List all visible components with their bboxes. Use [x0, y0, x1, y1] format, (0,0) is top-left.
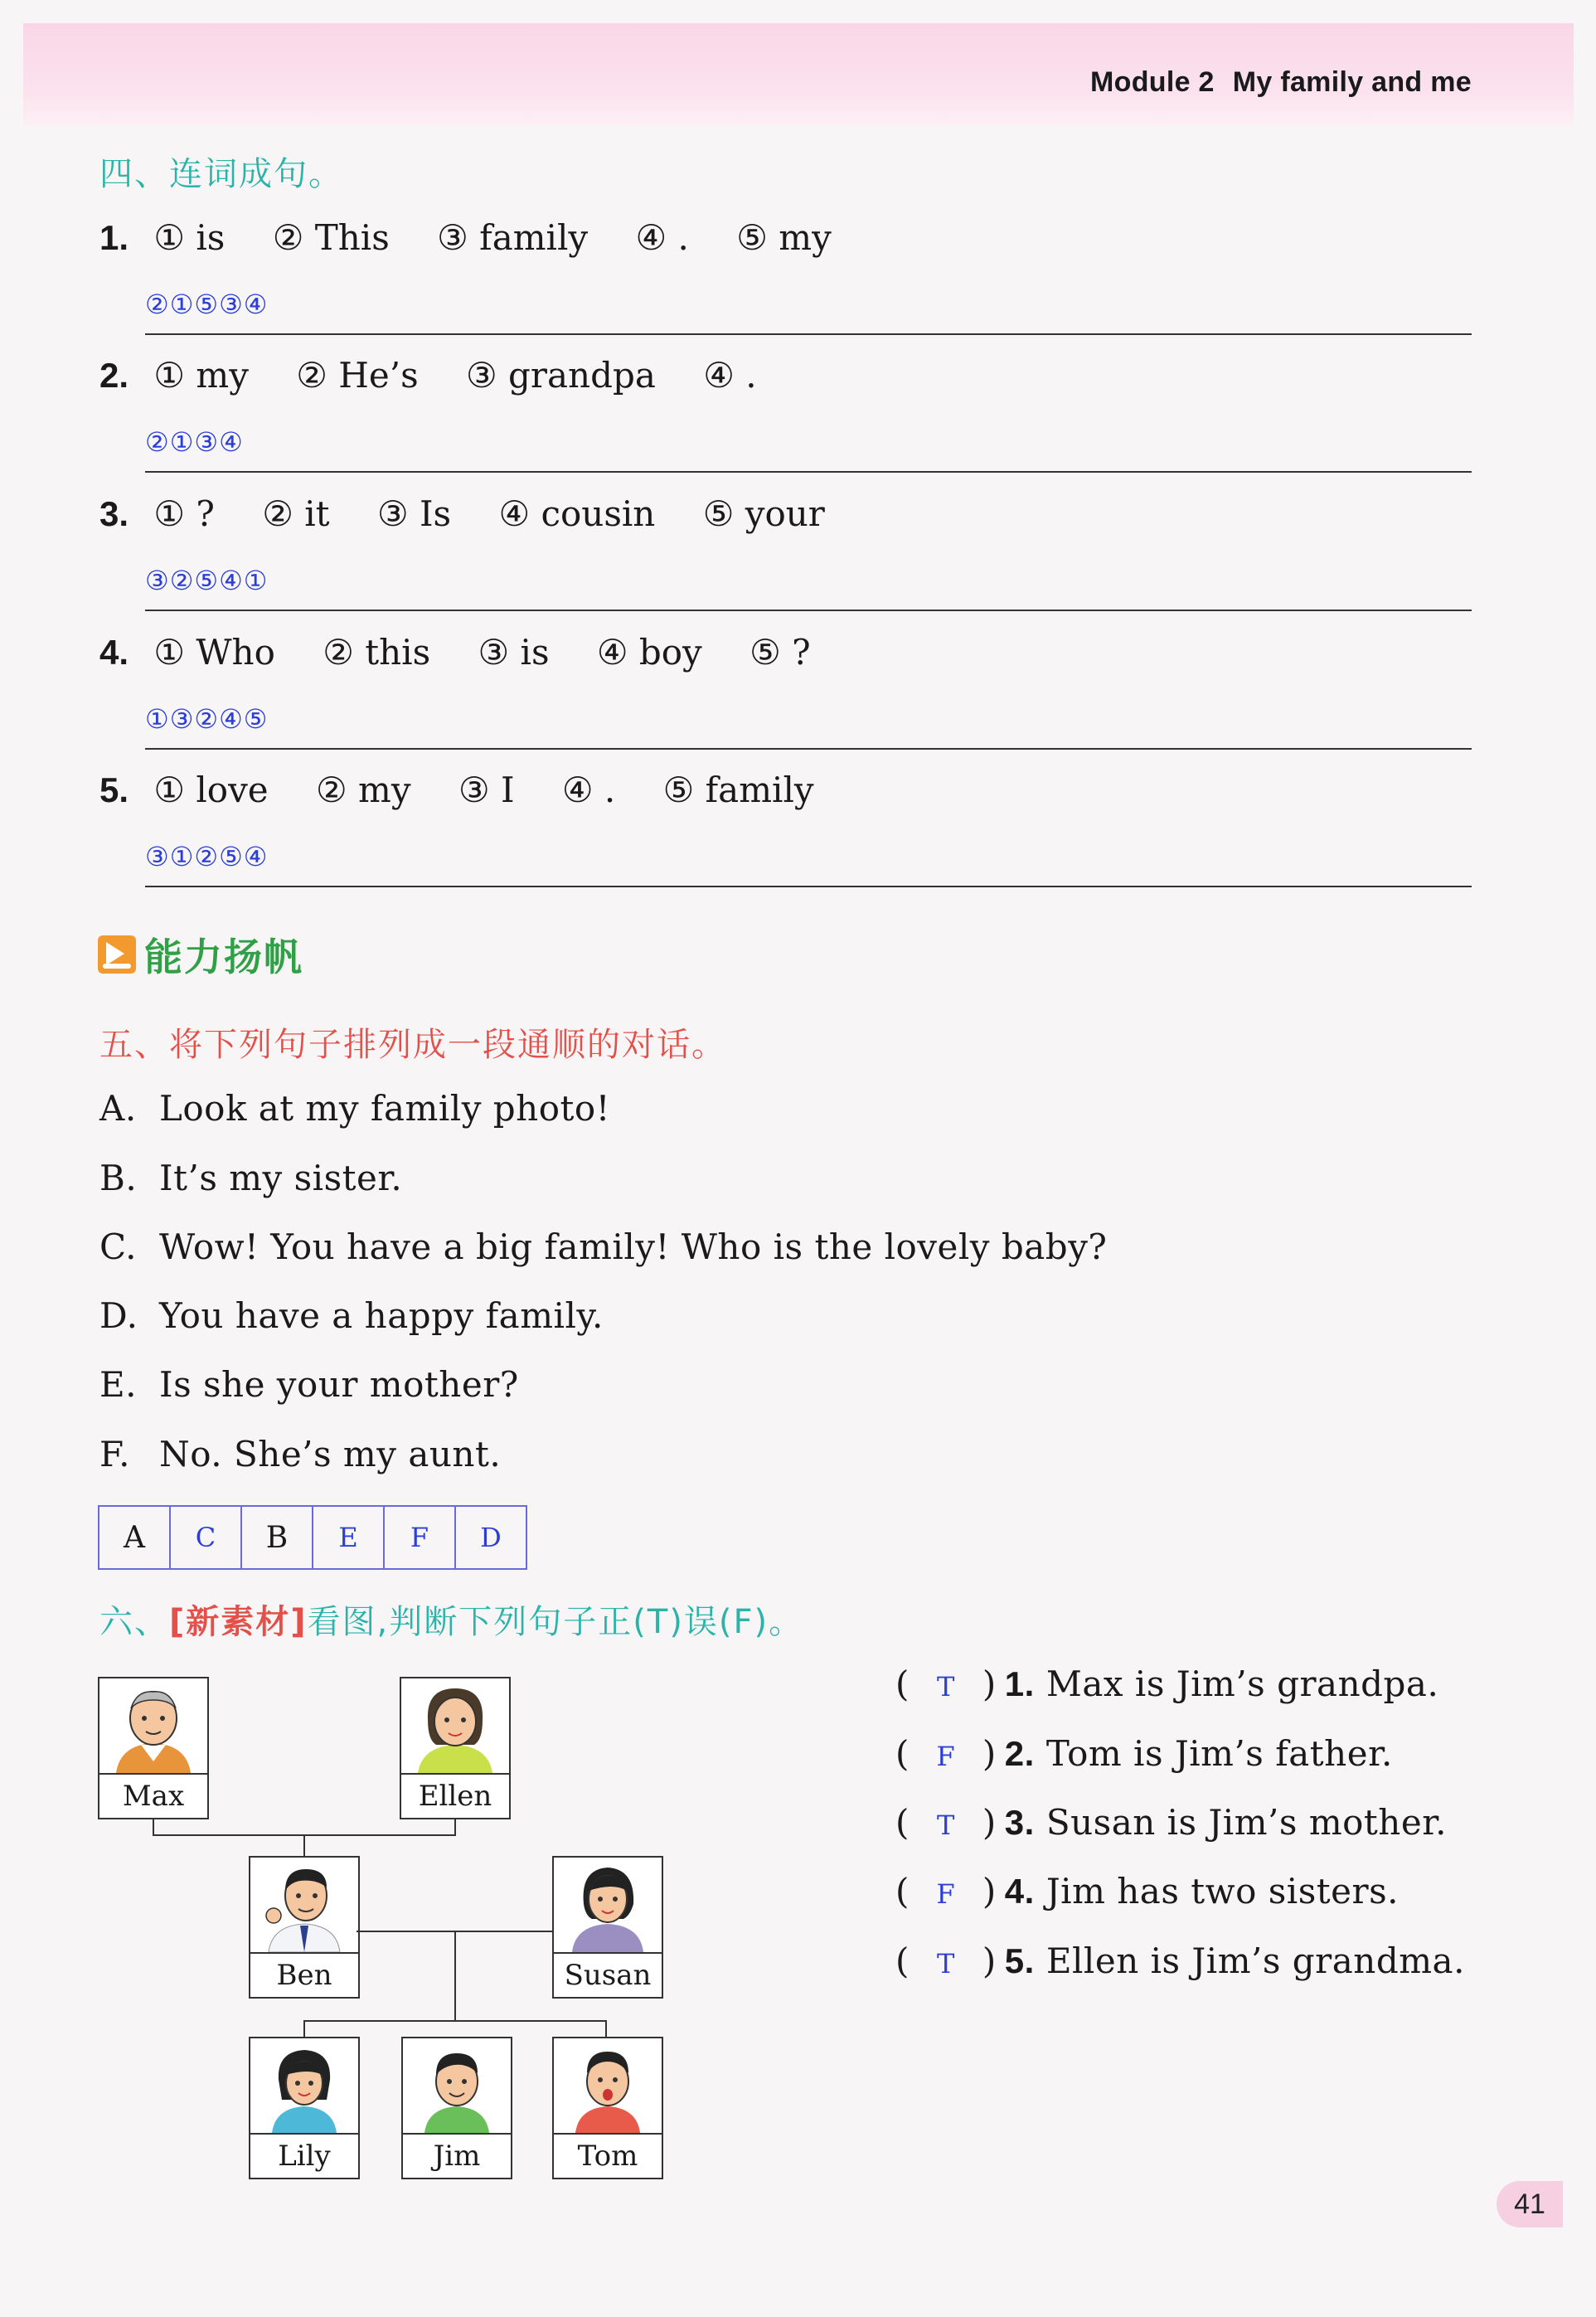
member-name: Jim — [433, 2140, 481, 2173]
open-paren: ( — [895, 1941, 910, 1981]
grandma-portrait — [401, 1678, 509, 1775]
word-option: ① ? — [153, 493, 215, 534]
member-name: Ben — [276, 1959, 332, 1992]
statement-4 — [895, 1871, 1399, 1911]
order-cell: A — [99, 1506, 170, 1569]
word-option: ④ boy — [596, 632, 702, 673]
open-paren: ( — [895, 1871, 910, 1911]
question-1 — [99, 217, 868, 258]
section6-heading — [99, 1596, 803, 1643]
open-paren: ( — [895, 1802, 910, 1843]
close-paren: ) — [982, 1802, 997, 1843]
sentence-letter: A. — [99, 1088, 137, 1129]
question-3 — [99, 493, 861, 534]
sentence-letter: C. — [99, 1227, 137, 1267]
sentence-letter: F. — [99, 1434, 130, 1474]
member-name: Ellen — [418, 1780, 492, 1813]
word-option: ① my — [153, 355, 249, 396]
order-cell[interactable]: D — [455, 1506, 526, 1569]
word-option: ① Who — [153, 632, 275, 673]
word-option: ④ . — [635, 217, 689, 258]
sentence-text: Is she your mother? — [159, 1364, 519, 1405]
module-title: My family and me — [1232, 66, 1472, 98]
sentence-text: It’s my sister. — [159, 1158, 403, 1198]
answer-mark[interactable]: T — [936, 1809, 955, 1841]
statement-text: Susan is Jim’s mother. — [1045, 1802, 1448, 1843]
statement-5 — [895, 1941, 1465, 1981]
answer-3: ③②⑤④① — [145, 565, 269, 596]
answer-2: ②①③④ — [145, 426, 244, 458]
sentence-text: No. She’s my aunt. — [159, 1434, 502, 1474]
close-paren: ) — [982, 1941, 997, 1981]
answer-line — [145, 748, 1472, 750]
order-answer-table — [98, 1505, 527, 1570]
family-member-lily — [249, 2037, 360, 2179]
open-paren: ( — [895, 1733, 910, 1774]
word-option: ① love — [153, 770, 269, 810]
statement-text: Tom is Jim’s father. — [1045, 1733, 1393, 1774]
tree-connector — [605, 2020, 607, 2038]
question-2 — [99, 355, 793, 396]
tree-connector — [303, 1834, 305, 1856]
module-header — [1090, 66, 1472, 99]
word-option: ② He’s — [296, 355, 419, 396]
sister-portrait — [250, 2038, 358, 2135]
order-cell[interactable]: E — [313, 1506, 384, 1569]
member-name: Lily — [278, 2140, 331, 2173]
question-4 — [99, 632, 847, 673]
word-option: ⑤ your — [702, 493, 825, 534]
order-cell[interactable]: C — [170, 1506, 241, 1569]
word-option: ⑤ ? — [749, 632, 811, 673]
word-option: ② this — [323, 632, 431, 673]
section4-heading: 四、连词成句。 — [99, 155, 343, 193]
section5-heading: 五、将下列句子排列成一段通顺的对话。 — [99, 1026, 726, 1064]
answer-mark[interactable]: F — [936, 1878, 956, 1910]
statement-number: 1. — [1004, 1664, 1035, 1703]
order-cell[interactable]: F — [384, 1506, 455, 1569]
sentence-d — [99, 1295, 604, 1336]
member-name: Tom — [577, 2140, 638, 2173]
family-member-susan — [552, 1856, 663, 1999]
family-member-tom — [552, 2037, 663, 2179]
question-number: 1. — [99, 218, 129, 257]
statement-2 — [895, 1733, 1393, 1774]
close-paren: ) — [982, 1733, 997, 1774]
question-5 — [99, 770, 851, 810]
word-option: ③ is — [478, 632, 550, 673]
question-number: 5. — [99, 770, 129, 809]
sentence-text: Wow! You have a big family! Who is the lovely baby? — [159, 1227, 1108, 1267]
answer-mark[interactable]: T — [936, 1671, 955, 1703]
word-option: ① is — [153, 217, 226, 258]
member-name: Susan — [564, 1959, 652, 1992]
word-option: ⑤ family — [662, 770, 814, 810]
sentence-e — [99, 1364, 519, 1405]
word-option: ⑤ my — [736, 217, 832, 258]
word-option: ② This — [272, 217, 390, 258]
close-paren: ) — [982, 1664, 997, 1704]
answer-line — [145, 471, 1472, 473]
sentence-text: You have a happy family. — [159, 1295, 604, 1336]
family-member-ellen — [400, 1677, 511, 1819]
sentence-c — [99, 1227, 1107, 1267]
word-option: ③ grandpa — [466, 355, 656, 396]
tree-connector — [454, 1931, 456, 2022]
word-option: ④ . — [561, 770, 616, 810]
grandpa-portrait — [99, 1678, 207, 1775]
statement-number: 4. — [1004, 1872, 1035, 1911]
module-label: Module 2 — [1090, 66, 1215, 98]
answer-line — [145, 886, 1472, 887]
close-paren: ) — [982, 1871, 997, 1911]
word-option: ② it — [262, 493, 330, 534]
member-name: Max — [122, 1780, 185, 1813]
word-option: ③ family — [437, 217, 589, 258]
answer-mark[interactable]: F — [936, 1741, 956, 1772]
statement-text: Ellen is Jim’s grandma. — [1045, 1941, 1465, 1981]
word-option: ② my — [316, 770, 411, 810]
statement-text: Max is Jim’s grandpa. — [1045, 1664, 1439, 1704]
tree-connector — [303, 2020, 305, 2038]
mother-portrait — [554, 1858, 662, 1954]
answer-line — [145, 610, 1472, 611]
sentence-letter: B. — [99, 1158, 138, 1198]
question-number: 4. — [99, 633, 129, 672]
sentence-f — [99, 1434, 501, 1474]
ability-title: 能力扬帆 — [144, 935, 303, 979]
family-member-jim — [401, 2037, 512, 2179]
answer-4: ①③②④⑤ — [145, 703, 269, 735]
tom-portrait — [554, 2038, 662, 2135]
tree-connector — [153, 1818, 154, 1836]
tree-connector — [454, 1818, 456, 1836]
statement-number: 3. — [1004, 1803, 1035, 1842]
sail-icon — [98, 935, 136, 974]
sentence-letter: D. — [99, 1295, 138, 1336]
family-member-ben — [249, 1856, 360, 1999]
question-number: 3. — [99, 494, 129, 533]
answer-mark[interactable]: T — [936, 1948, 955, 1979]
word-option: ③ Is — [376, 493, 452, 534]
sentence-letter: E. — [99, 1364, 138, 1405]
tree-connector — [303, 2020, 607, 2022]
statement-number: 5. — [1004, 1941, 1035, 1980]
father-portrait — [250, 1858, 358, 1954]
sentence-b — [99, 1158, 402, 1198]
jim-portrait — [403, 2038, 511, 2135]
question-number: 2. — [99, 356, 129, 395]
page-number: 41 — [1497, 2181, 1563, 2227]
new-material-tag: [新素材] — [169, 1603, 308, 1641]
word-option: ④ . — [703, 355, 757, 396]
word-option: ③ I — [458, 770, 515, 810]
order-cell: B — [241, 1506, 313, 1569]
answer-line — [145, 333, 1472, 335]
family-member-max — [98, 1677, 209, 1819]
answer-5: ③①②⑤④ — [145, 841, 269, 872]
section6-instruction: 看图,判断下列句子正(T)误(F)。 — [307, 1603, 804, 1641]
statement-text: Jim has two sisters. — [1045, 1871, 1399, 1911]
section6-prefix: 六、 — [99, 1603, 169, 1641]
sentence-text: Look at my family photo! — [159, 1088, 611, 1129]
statement-3 — [895, 1802, 1447, 1843]
word-option: ④ cousin — [498, 493, 656, 534]
statement-number: 2. — [1004, 1734, 1035, 1773]
sentence-a — [99, 1088, 610, 1129]
open-paren: ( — [895, 1664, 910, 1704]
statement-1 — [895, 1664, 1438, 1704]
ability-banner — [98, 927, 303, 982]
answer-1: ②①⑤③④ — [145, 289, 269, 320]
